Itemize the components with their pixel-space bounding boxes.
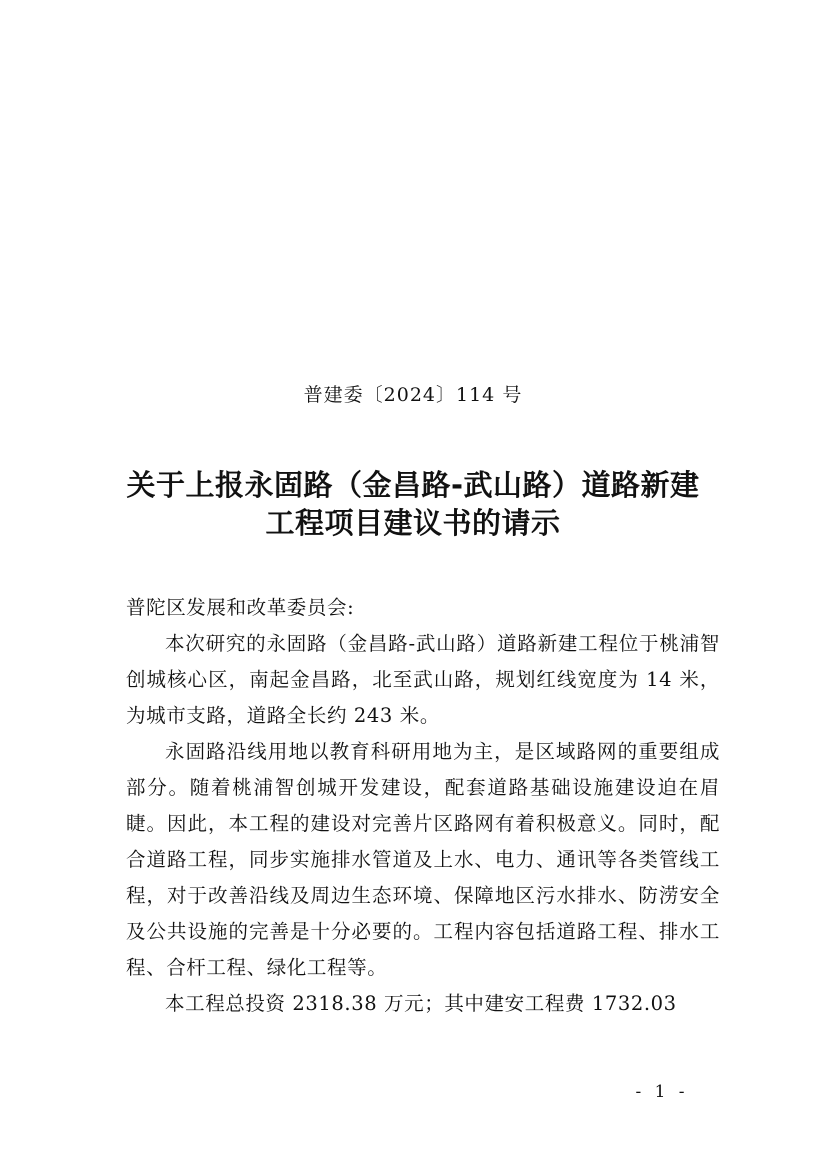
document-body xyxy=(126,590,720,1022)
salutation: 普陀区发展和改革委员会: xyxy=(126,596,355,619)
page-number: - 1 - xyxy=(635,1082,689,1102)
title-line-1: 关于上报永固路（金昌路-武山路）道路新建 xyxy=(126,468,700,502)
paragraph-necessity: 永固路沿线用地以教育科研用地为主，是区域路网的重要组成部分。随着桃浦智创城开发建设，配套道路基础设施建设迫在眉睫。因此，本工程的建设对完善片区路网有着积极意义。同时，配合道路工程，同步实施排水管道及上水、电力、通讯等各类管线工程，对于改善沿线及周边生态环境、保障地区污水排水、防涝安全及公共设施的完善是十分必要的。工程内容包括道路工程、排水工程、合杆工程、绿化工程等。 xyxy=(126,740,720,979)
document-number: 普建委〔2024〕114 号 xyxy=(303,384,523,406)
title-line-2: 工程项目建议书的请示 xyxy=(265,506,561,540)
paragraph-location: 本次研究的永固路（金昌路-武山路）道路新建工程位于桃浦智创城核心区，南起金昌路，北至武山路，规划红线宽度为 14 米，为城市支路，道路全长约 243 米。 xyxy=(126,632,720,727)
document-title xyxy=(108,466,718,542)
paragraph-investment: 本工程总投资 2318.38 万元；其中建安工程费 1732.03 xyxy=(165,992,677,1015)
